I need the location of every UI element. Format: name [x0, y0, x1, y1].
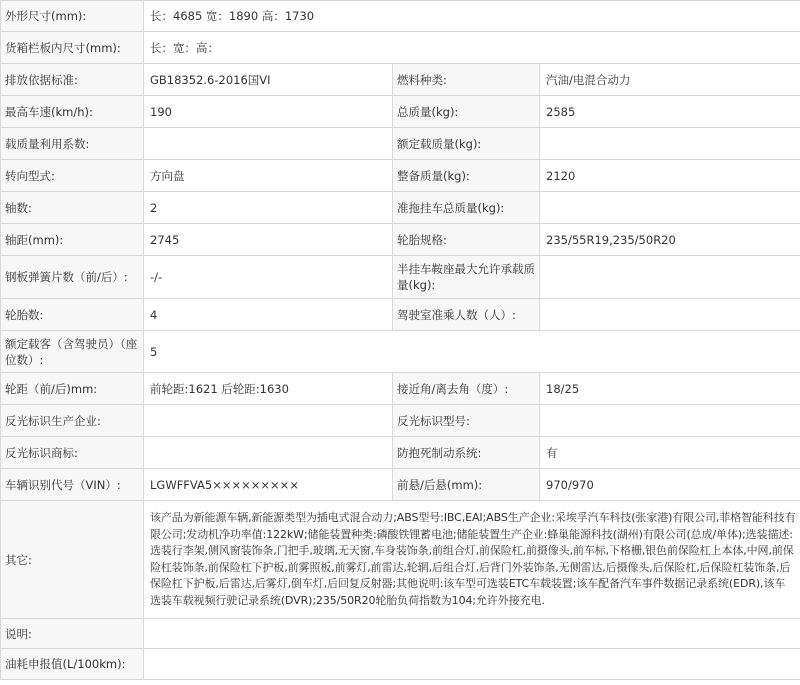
spec-value: GB18352.6-2016国VI — [144, 64, 393, 96]
spec-label: 外形尺寸(mm): — [1, 1, 144, 32]
spec-row-emission — [1, 64, 800, 96]
spec-value: 2585 — [540, 96, 800, 128]
spec-label: 轮距（前/后)mm: — [1, 373, 144, 405]
spec-label: 驾驶室准乘人数（人）: — [393, 299, 540, 331]
spec-value — [144, 405, 393, 437]
spec-row-load-util — [1, 128, 800, 160]
spec-value: 235/55R19,235/50R20 — [540, 224, 800, 256]
spec-row-reflector-maker — [1, 405, 800, 437]
spec-label: 燃料种类: — [393, 64, 540, 96]
spec-label: 转向型式: — [1, 160, 144, 192]
spec-label: 准拖挂车总质量(kg): — [393, 192, 540, 224]
spec-value: 970/970 — [540, 469, 800, 501]
spec-value — [540, 405, 800, 437]
spec-value: 长：宽：高： — [144, 32, 800, 64]
spec-label: 油耗申报值(L/100km): — [1, 649, 144, 680]
spec-label: 轮胎规格: — [393, 224, 540, 256]
spec-label: 货箱栏板内尺寸(mm): — [1, 32, 144, 64]
spec-value — [144, 649, 800, 680]
spec-value — [540, 192, 800, 224]
spec-value — [144, 128, 393, 160]
spec-row-cargo-box — [1, 32, 800, 64]
spec-row-fuel — [1, 649, 800, 680]
spec-value: 长：4685 宽：1890 高：1730 — [144, 1, 800, 32]
spec-label: 最高车速(km/h): — [1, 96, 144, 128]
spec-row-reflector-brand — [1, 437, 800, 469]
spec-value: 18/25 — [540, 373, 800, 405]
spec-row-tires — [1, 299, 800, 331]
spec-row-wheelbase — [1, 224, 800, 256]
spec-row-other — [1, 501, 800, 619]
spec-value: 190 — [144, 96, 393, 128]
spec-label: 反光标识商标: — [1, 437, 144, 469]
spec-value: 5 — [144, 331, 800, 373]
spec-label: 额定载客（含驾驶员）（座位数）: — [1, 331, 144, 373]
spec-value — [540, 128, 800, 160]
spec-row-seats — [1, 331, 800, 373]
spec-row-steering — [1, 160, 800, 192]
spec-value: -/- — [144, 256, 393, 299]
spec-value: 2745 — [144, 224, 393, 256]
spec-value: 汽油/电混合动力 — [540, 64, 800, 96]
spec-value — [540, 299, 800, 331]
spec-row-dimensions — [1, 1, 800, 32]
spec-label: 钢板弹簧片数（前/后）: — [1, 256, 144, 299]
spec-label: 排放依据标准: — [1, 64, 144, 96]
spec-label: 轴数: — [1, 192, 144, 224]
spec-description: 该产品为新能源车辆,新能源类型为插电式混合动力;ABS型号:IBC,EAI;ABS生产企业:采埃孚汽车科技(张家港)有限公司,菲格智能科技有限公司;发动机净功率值:122kW;储能装置种类:磷酸铁锂蓄电池;储能装置生产企业:蜂巢能源科技(湖州)有限公司(总成/单体);选装描述:选装行李架,侧风窗装饰条,门把手,玻璃,无天窗,车身装饰条,前组合灯,前保险杠,前摄像头,前车标,下格栅,银色前保险杠上本体,中网,前保险杠装饰条,前保险杠下护板,前雾照板,前雾灯,前雷达,轮辋,后组合灯,后背门外装饰条,无侧雷达,后摄像头,后保险杠,后保险杠装饰条,后保险杠下护板,后雷达,后雾灯,倒车灯,后回复反射器;其他说明:该车型可选装ETC车载装置;该车配备汽车事件数据记录系统(EDR),该车选装车载视频行驶记录系统(DVR);235/50R20轮胎负荷指数为104;允许外接充电. — [144, 501, 800, 619]
spec-label: 轴距(mm): — [1, 224, 144, 256]
spec-label: 接近角/离去角（度）: — [393, 373, 540, 405]
spec-label: 反光标识型号: — [393, 405, 540, 437]
spec-value: 方向盘 — [144, 160, 393, 192]
spec-label: 载质量利用系数: — [1, 128, 144, 160]
spec-value: 前轮距:1621 后轮距:1630 — [144, 373, 393, 405]
spec-value — [540, 256, 800, 299]
spec-label: 半挂车鞍座最大允许承载质量(kg): — [393, 256, 540, 299]
spec-row-note — [1, 619, 800, 649]
spec-value — [144, 619, 800, 649]
spec-label: 反光标识生产企业: — [1, 405, 144, 437]
spec-label: 前悬/后悬(mm): — [393, 469, 540, 501]
spec-label: 轮胎数: — [1, 299, 144, 331]
spec-label: 其它: — [1, 501, 144, 619]
spec-label: 额定载质量(kg): — [393, 128, 540, 160]
spec-value: 有 — [540, 437, 800, 469]
spec-label: 说明: — [1, 619, 144, 649]
spec-value: LGWFFVA5××××××××× — [144, 469, 393, 501]
spec-label: 防抱死制动系统: — [393, 437, 540, 469]
spec-value — [144, 437, 393, 469]
spec-row-axles — [1, 192, 800, 224]
spec-row-leaf-springs — [1, 256, 800, 299]
spec-label: 整备质量(kg): — [393, 160, 540, 192]
spec-row-track — [1, 373, 800, 405]
spec-row-vin — [1, 469, 800, 501]
spec-value: 2 — [144, 192, 393, 224]
spec-value: 4 — [144, 299, 393, 331]
spec-value: 2120 — [540, 160, 800, 192]
spec-label: 总质量(kg): — [393, 96, 540, 128]
spec-label: 车辆识别代号（VIN）: — [1, 469, 144, 501]
spec-row-top-speed — [1, 96, 800, 128]
